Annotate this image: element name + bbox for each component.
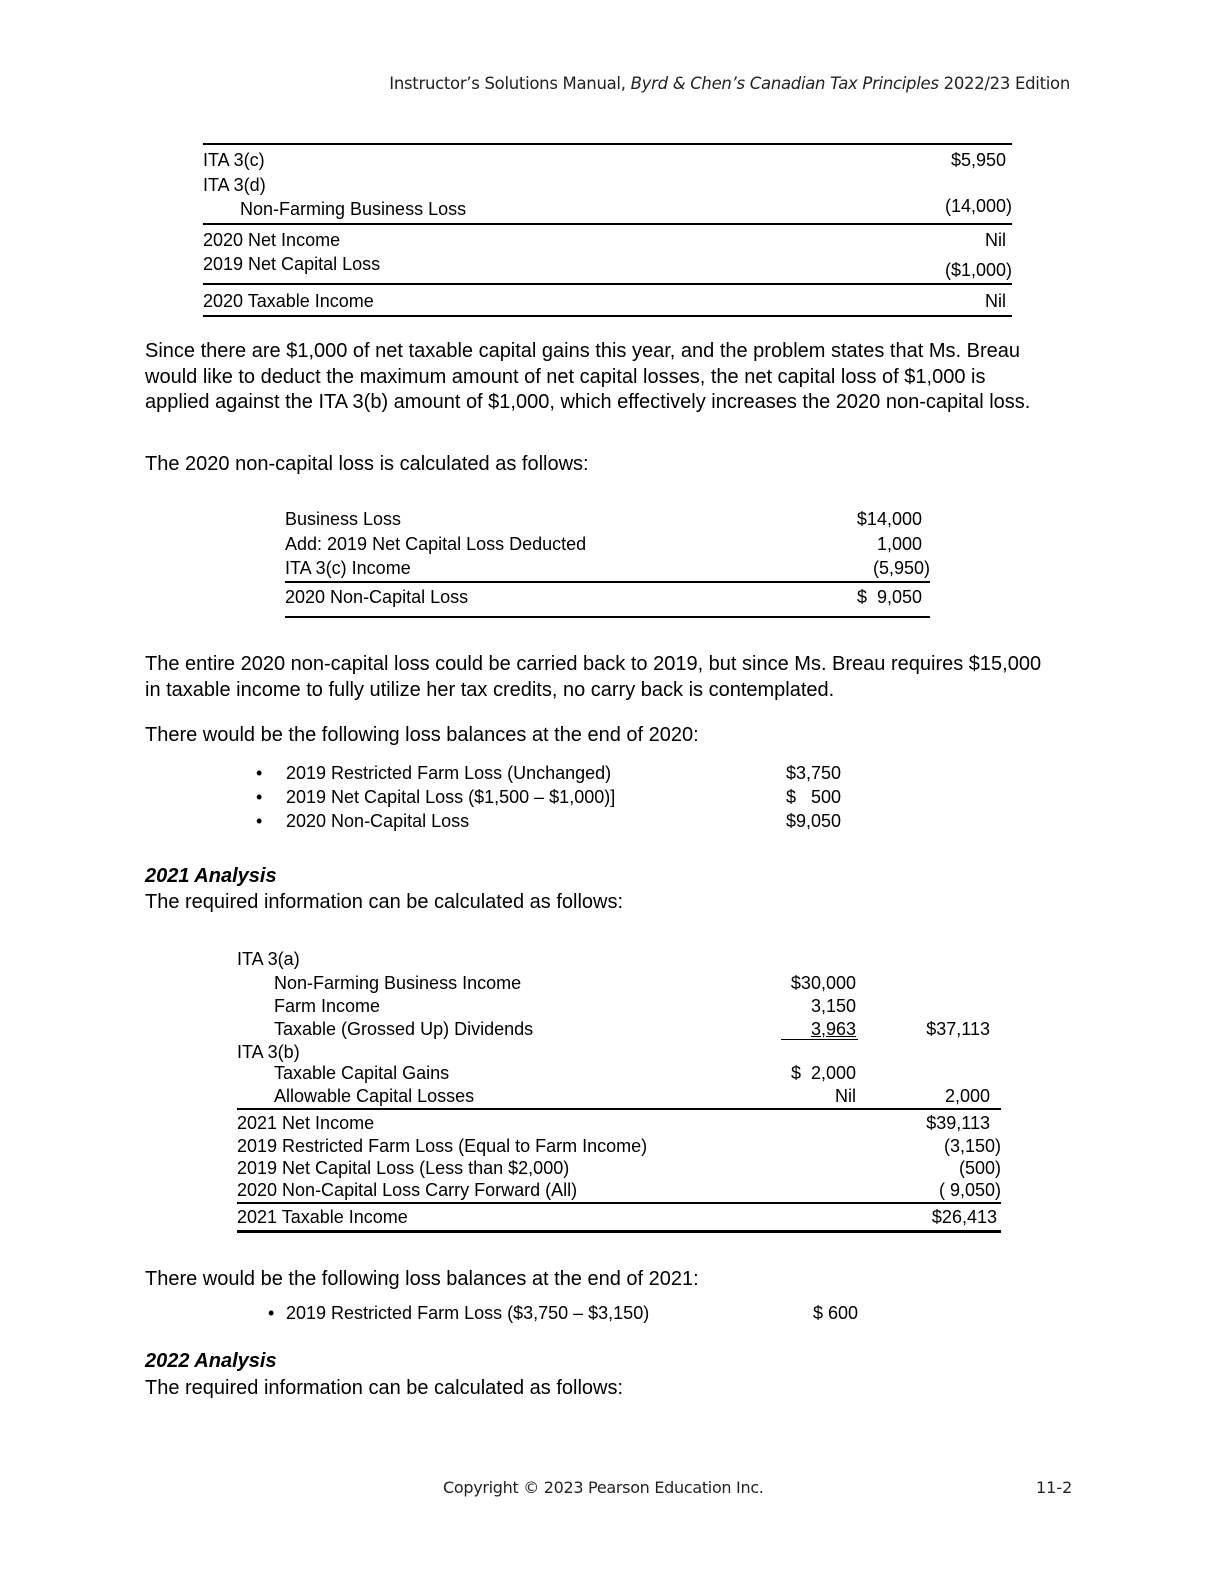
table-row [285, 533, 930, 556]
loss-balances-2020-list [256, 762, 856, 834]
paragraph-noncap-intro: The 2020 non-capital loss is calculated as follows: [145, 453, 589, 475]
row-value: Nil [985, 230, 1006, 250]
row-subtotal: 3,150 [810, 996, 856, 1016]
row-value: ( 9,050) [938, 1180, 1001, 1200]
row-value: $37,113 [926, 1019, 990, 1039]
table-row [237, 1206, 1001, 1229]
paragraph-2021-intro: The required information can be calculated as follows: [145, 891, 624, 913]
item-value: $3,750 [786, 763, 842, 783]
row-label: 2020 Non-Capital Loss [285, 587, 469, 607]
table-noncapital-loss-2020 [285, 508, 930, 620]
table-row [237, 1018, 1001, 1041]
bullet-icon: • [256, 811, 263, 831]
table-rule [203, 283, 1012, 285]
running-header [389, 74, 1070, 93]
table-rule [285, 616, 930, 618]
row-label: 2020 Non-Capital Loss Carry Forward (All) [237, 1180, 578, 1200]
table-rule [203, 143, 1012, 145]
row-label: 2019 Net Capital Loss (Less than $2,000) [237, 1158, 570, 1178]
table-rule [203, 223, 1012, 225]
row-label: Non-Farming Business Loss [240, 199, 467, 219]
table-row [237, 1085, 1001, 1108]
row-subtotal: $ 2,000 [790, 1063, 856, 1083]
table-row [237, 1135, 1001, 1158]
table-row [285, 508, 930, 531]
bullet-icon: • [256, 763, 263, 783]
page-number: 11-2 [1036, 1478, 1073, 1497]
row-label: Taxable Capital Gains [274, 1063, 450, 1083]
subtotal-underline [781, 1039, 858, 1040]
header-suffix: 2022/23 Edition [938, 74, 1070, 93]
heading-2021-analysis: 2021 Analysis [145, 865, 277, 887]
row-value: (500) [958, 1158, 1001, 1178]
row-label: ITA 3(c) Income [285, 558, 411, 578]
table-row [203, 229, 1012, 252]
item-label: 2019 Net Capital Loss ($1,500 – $1,000)] [286, 787, 616, 807]
paragraph-net-capital-loss: Since there are $1,000 of net taxable capital gains this year, and the problem states that Ms. Breau would like to deduct the maximum amount of net capital losses, the net capital loss of $1,000 is applied against the ITA 3(b) amount of $1,000, which effectively increases the 2020 non-capital loss. [145, 340, 1031, 413]
row-label: 2021 Taxable Income [237, 1207, 408, 1227]
table-row [203, 253, 1012, 280]
row-value: $ 9,050 [856, 587, 922, 607]
row-value: $5,950 [950, 150, 1006, 170]
table-rule [203, 315, 1012, 317]
item-value: $9,050 [786, 811, 842, 831]
table-row [203, 174, 1012, 197]
table-rule [237, 1202, 1001, 1204]
table-rule [285, 581, 930, 583]
table-row [237, 1112, 1001, 1135]
loss-balances-2021-list [268, 1302, 868, 1326]
row-value: 2,000 [944, 1086, 990, 1106]
row-value: ($1,000) [944, 260, 1012, 280]
row-label: Taxable (Grossed Up) Dividends [274, 1019, 534, 1039]
table-2021-taxable-income [237, 948, 1001, 1238]
row-label: Non-Farming Business Income [274, 973, 522, 993]
row-label: Add: 2019 Net Capital Loss Deducted [285, 534, 587, 554]
table-row [237, 995, 1001, 1018]
row-label: 2019 Net Capital Loss [203, 254, 381, 274]
row-value: (14,000) [944, 196, 1012, 216]
row-value: (5,950) [872, 558, 930, 578]
table-rule [237, 1108, 1001, 1110]
heading-2022-analysis: 2022 Analysis [145, 1350, 277, 1372]
row-label: Allowable Capital Losses [274, 1086, 475, 1106]
table-row [203, 198, 1012, 221]
row-label: 2021 Net Income [237, 1113, 375, 1133]
paragraph-balances-2021-intro: There would be the following loss balances at the end of 2021: [145, 1268, 699, 1290]
row-value: $14,000 [856, 509, 922, 529]
table-2020-income [203, 143, 1012, 318]
row-value: 1,000 [876, 534, 922, 554]
bullet-icon: • [256, 787, 263, 807]
footer-copyright: Copyright © 2023 Pearson Education Inc. [443, 1478, 764, 1497]
table-row [285, 557, 930, 580]
table-row [237, 972, 1001, 995]
table-row [237, 1179, 1001, 1202]
table-double-rule [237, 1230, 1001, 1233]
row-label: ITA 3(c) [203, 150, 265, 170]
row-label: ITA 3(b) [237, 1042, 300, 1062]
row-label: 2019 Restricted Farm Loss (Equal to Farm Income) [237, 1136, 648, 1156]
row-subtotal: $30,000 [790, 973, 856, 993]
row-value: $26,413 [931, 1207, 997, 1227]
row-value: (3,150) [943, 1136, 1001, 1156]
table-row [237, 1041, 1001, 1064]
table-row [285, 586, 930, 609]
table-row [237, 1157, 1001, 1180]
header-prefix: Instructor’s Solutions Manual, [389, 74, 631, 93]
table-row [203, 290, 1012, 313]
item-label: 2019 Restricted Farm Loss (Unchanged) [286, 763, 612, 783]
paragraph-balances-2020-intro: There would be the following loss balances at the end of 2020: [145, 724, 699, 746]
row-label: 2020 Taxable Income [203, 291, 374, 311]
item-label: 2019 Restricted Farm Loss ($3,750 – $3,150) [286, 1303, 650, 1323]
item-value: $ 500 [786, 787, 842, 807]
row-label: ITA 3(d) [203, 175, 266, 195]
paragraph-2022-intro: The required information can be calculated as follows: [145, 1377, 624, 1399]
table-row [237, 948, 1001, 971]
row-label: Business Loss [285, 509, 402, 529]
row-subtotal: 3,963 [810, 1019, 856, 1039]
row-label: Farm Income [274, 996, 381, 1016]
table-row [237, 1062, 1001, 1085]
row-label: ITA 3(a) [237, 949, 300, 969]
item-label: 2020 Non-Capital Loss [286, 811, 470, 831]
paragraph-carry-back: The entire 2020 non-capital loss could be carried back to 2019, but since Ms. Breau requires $15,000 in taxable income to fully utilize her tax credits, no carry back is contemplated. [145, 653, 1042, 701]
bullet-icon: • [268, 1303, 275, 1323]
row-subtotal: Nil [835, 1086, 856, 1106]
item-value: $ 600 [813, 1303, 859, 1323]
header-book-title: Byrd & Chen’s Canadian Tax Principles [630, 74, 939, 93]
row-label: 2020 Net Income [203, 230, 341, 250]
row-value: $39,113 [926, 1113, 990, 1133]
table-row [203, 149, 1012, 172]
row-value: Nil [985, 291, 1006, 311]
